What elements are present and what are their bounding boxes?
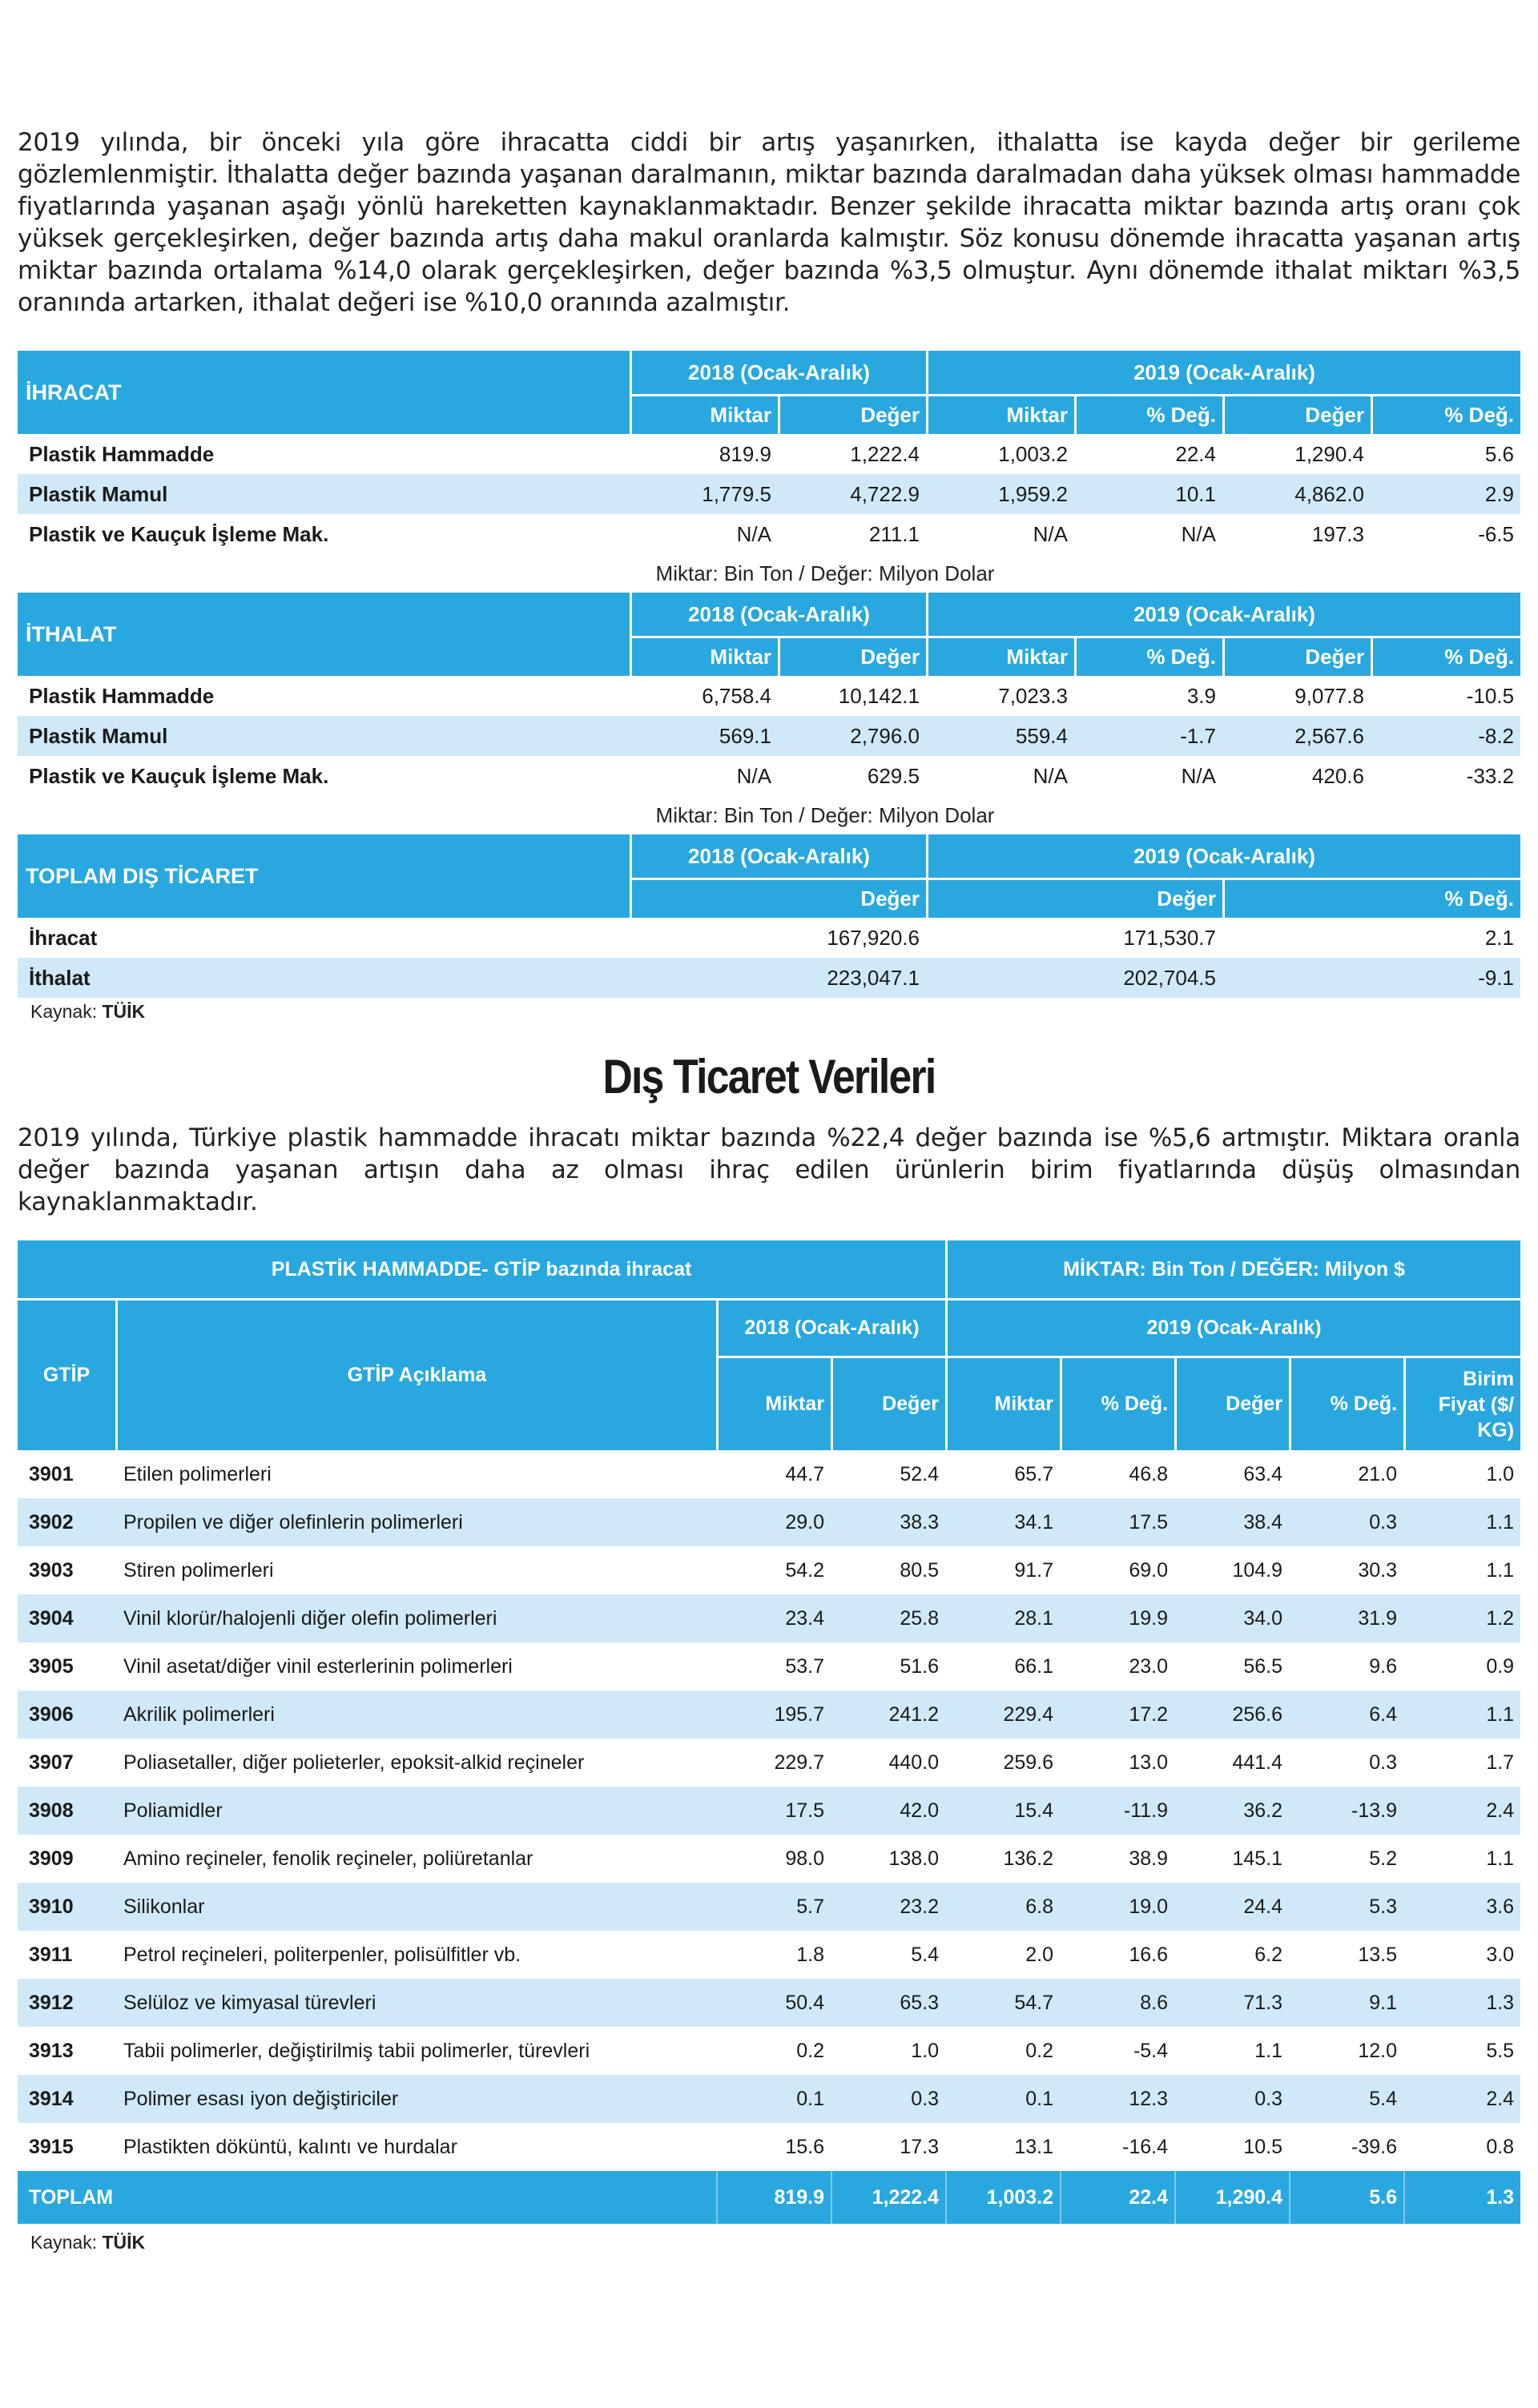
cell: 420.6 [1222,756,1371,796]
cell: 819.9 [630,434,778,474]
cell: 211.1 [778,514,926,554]
cell: 259.6 [945,1739,1060,1787]
cell: 2.4 [1403,1787,1520,1835]
cell: 54.2 [716,1546,831,1594]
cell: 46.8 [1060,1450,1174,1498]
cell: 71.3 [1174,1979,1289,2027]
cell: 28.1 [945,1594,1060,1642]
cell: 1,003.2 [926,434,1074,474]
table-row [18,1450,1520,1498]
total-table-title: TOPLAM DIŞ TİCARET [26,863,259,888]
col-miktar: Miktar [926,636,1074,676]
cell: 19.9 [1060,1594,1174,1642]
cell: 5.4 [1289,2075,1403,2123]
cell: 24.4 [1174,1883,1289,1931]
row-label: Plastik Hammadde [18,676,630,716]
cell: 21.0 [1289,1450,1403,1498]
cell: 1,222.4 [778,434,926,474]
cell: 91.7 [945,1546,1060,1594]
cell: 1.1 [1403,1546,1520,1594]
gtip-description: Akrilik polimerleri [115,1690,716,1739]
cell: 6,758.4 [630,676,778,716]
gtip-description: Etilen polimerleri [115,1450,716,1498]
cell: 19.0 [1060,1883,1174,1931]
cell: 50.4 [716,1979,831,2027]
cell: 2.1 [1222,918,1520,958]
cell: -11.9 [1060,1787,1174,1835]
gtip-code: 3905 [18,1642,115,1690]
cell: 17.3 [831,2123,945,2171]
table-row [18,2027,1520,2075]
row-label: İthalat [18,958,630,998]
cell: 31.9 [1289,1594,1403,1642]
col-miktar: Miktar [630,636,778,676]
gtip-code: 3906 [18,1690,115,1739]
row-label: Plastik Hammadde [18,434,630,474]
cell: 12.3 [1060,2075,1174,2123]
cell: 569.1 [630,716,778,756]
source-value: TÜİK [102,1001,146,1022]
gtip-code: 3903 [18,1546,115,1594]
cell: 15.4 [945,1787,1060,1835]
gtip-description: Vinil klorür/halojenli diğer olefin polimerleri [115,1594,716,1642]
gtip-code: 3909 [18,1835,115,1883]
gtip-code: 3915 [18,2123,115,2171]
total-cell: 1,222.4 [831,2171,945,2224]
cell: -1.7 [1074,716,1222,756]
gtip-description: Plastikten döküntü, kalıntı ve hurdalar [115,2123,716,2171]
cell: 30.3 [1289,1546,1403,1594]
cell: -33.2 [1371,756,1520,796]
cell: 6.2 [1174,1931,1289,1979]
cell: 9.1 [1289,1979,1403,2027]
source-note [30,2232,1520,2253]
table-row [18,514,1520,554]
row-label: Plastik ve Kauçuk İşleme Mak. [18,514,630,554]
gtip-description: Polimer esası iyon değiştiriciler [115,2075,716,2123]
period-2018-header: 2018 (Ocak-Aralık) [630,834,926,878]
gtip-export-table [18,1240,1520,2224]
gtip-code: 3907 [18,1739,115,1787]
cell: 52.4 [831,1450,945,1498]
cell: 5.4 [831,1931,945,1979]
col-pct: % Değ. [1060,1356,1174,1450]
cell: 145.1 [1174,1835,1289,1883]
cell: 12.0 [1289,2027,1403,2075]
cell: 9.6 [1289,1642,1403,1690]
table-row [18,756,1520,796]
cell: 5.7 [716,1883,831,1931]
col-pct: % Değ. [1371,636,1520,676]
cell: 2.9 [1371,474,1520,514]
cell: N/A [926,514,1074,554]
cell: 1,290.4 [1222,434,1371,474]
cell: 1.1 [1403,1498,1520,1546]
cell: 2.0 [945,1931,1060,1979]
cell: 65.7 [945,1450,1060,1498]
cell: 23.4 [716,1594,831,1642]
cell: 13.0 [1060,1739,1174,1787]
cell: 5.2 [1289,1835,1403,1883]
table-row [18,716,1520,756]
col-deger: Değer [1222,636,1371,676]
cell: 10,142.1 [778,676,926,716]
gtip-code: 3902 [18,1498,115,1546]
cell: 559.4 [926,716,1074,756]
table-row [18,474,1520,514]
cell: 10.5 [1174,2123,1289,2171]
gtip-description: Petrol reçineleri, politerpenler, polisülfitler vb. [115,1931,716,1979]
cell: 38.9 [1060,1835,1174,1883]
export-table [18,351,1520,554]
cell: 229.7 [716,1739,831,1787]
cell: 63.4 [1174,1450,1289,1498]
table-row [18,676,1520,716]
cell: 2,796.0 [778,716,926,756]
cell: 0.2 [945,2027,1060,2075]
col-miktar: Miktar [926,394,1074,434]
table-row [18,2075,1520,2123]
cell: 3.9 [1074,676,1222,716]
section-heading: Dış Ticaret Verileri [602,1050,936,1103]
cell: 44.7 [716,1450,831,1498]
cell: 54.7 [945,1979,1060,2027]
total-label: TOPLAM [18,2171,716,2224]
cell: 2,567.6 [1222,716,1371,756]
cell: 53.7 [716,1642,831,1690]
period-2018-header: 2018 (Ocak-Aralık) [716,1298,945,1356]
cell: 0.9 [1403,1642,1520,1690]
cell: -9.1 [1222,958,1520,998]
cell: 0.2 [716,2027,831,2075]
source-value: TÜİK [102,2232,146,2253]
col-pct: % Değ. [1289,1356,1403,1450]
cell: 25.8 [831,1594,945,1642]
cell: 56.5 [1174,1642,1289,1690]
gtip-description: Selüloz ve kimyasal türevleri [115,1979,716,2027]
gtip-description: Poliamidler [115,1787,716,1835]
intro-paragraph: 2019 yılında, bir önceki yıla göre ihracatta ciddi bir artış yaşanırken, ithalatta ise kayda değer bir gerileme gözlemlenmiştir. İthalatta değer bazında yaşanan daralmanın, miktar bazında daralmadan daha yüksek olması hammadde fiyatlarında yaşanan aşağı yönlü hareketten kaynaklanmaktadır. Benzer şekilde ihracatta miktar bazında artış oranı çok yüksek gerçekleşirken, değer bazında artış daha makul oranlarda kalmıştır. Söz konusu dönemde ihracatta yaşanan artış miktar bazında ortalama %14,0 olarak gerçekleşirken, değer bazında %3,5 olmuştur. Aynı dönemde ithalat miktarı %3,5 oranında artarken, ithalat değeri ise %10,0 oranında azalmıştır. [18,128,1520,317]
table-row [18,1835,1520,1883]
gtip-code: 3910 [18,1883,115,1931]
cell: 197.3 [1222,514,1371,554]
col-miktar: Miktar [945,1356,1060,1450]
cell: 34.1 [945,1498,1060,1546]
col-unit-price: Birim Fiyat ($/ KG) [1403,1356,1520,1450]
gtip-description: Amino reçineler, fenolik reçineler, poliüretanlar [115,1835,716,1883]
cell: 98.0 [716,1835,831,1883]
cell: 0.1 [945,2075,1060,2123]
cell: 17.5 [716,1787,831,1835]
cell: N/A [926,756,1074,796]
cell: -16.4 [1060,2123,1174,2171]
col-deger: Değer [926,878,1222,918]
table-row [18,1883,1520,1931]
gtip-code: 3908 [18,1787,115,1835]
cell: 34.0 [1174,1594,1289,1642]
cell: 13.5 [1289,1931,1403,1979]
gtip-description: Poliasetaller, diğer polieterler, epoksit-alkid reçineler [115,1739,716,1787]
cell: N/A [1074,756,1222,796]
gtip-description: Silikonlar [115,1883,716,1931]
cell: 29.0 [716,1498,831,1546]
cell: 256.6 [1174,1690,1289,1739]
source-note [30,1001,1520,1023]
row-label: Plastik ve Kauçuk İşleme Mak. [18,756,630,796]
cell: N/A [630,756,778,796]
gtip-description: Vinil asetat/diğer vinil esterlerinin polimerleri [115,1642,716,1690]
cell: -10.5 [1371,676,1520,716]
source-label: Kaynak: [30,1001,98,1022]
total-cell: 1.3 [1403,2171,1520,2224]
gtip-description: Stiren polimerleri [115,1546,716,1594]
cell: 66.1 [945,1642,1060,1690]
page-content [18,127,1520,2253]
cell: 0.3 [831,2075,945,2123]
cell: 171,530.7 [926,918,1222,958]
cell: 38.3 [831,1498,945,1546]
period-2018-header: 2018 (Ocak-Aralık) [630,593,926,636]
cell: 42.0 [831,1787,945,1835]
col-pct: % Değ. [1074,636,1222,676]
row-label: İhracat [18,918,630,958]
cell: 1.3 [1403,1979,1520,2027]
cell: 104.9 [1174,1546,1289,1594]
gtip-code: 3901 [18,1450,115,1498]
cell: 51.6 [831,1642,945,1690]
total-cell: 5.6 [1289,2171,1403,2224]
gtip-code: 3913 [18,2027,115,2075]
cell: 1.1 [1174,2027,1289,2075]
cell: -39.6 [1289,2123,1403,2171]
table-row [18,958,1520,998]
col-miktar: Miktar [630,394,778,434]
col-deger: Değer [778,394,926,434]
col-pct: % Değ. [1371,394,1520,434]
cell: 1.1 [1403,1690,1520,1739]
cell: 0.8 [1403,2123,1520,2171]
cell: 5.6 [1371,434,1520,474]
unit-note: Miktar: Bin Ton / Değer: Milyon Dolar [655,561,995,585]
cell: 9,077.8 [1222,676,1371,716]
table-row [18,1642,1520,1690]
total-trade-table [18,834,1520,998]
cell: 1.1 [1403,1835,1520,1883]
cell: 629.5 [778,756,926,796]
cell: 1.0 [831,2027,945,2075]
cell: N/A [630,514,778,554]
unit-note: Miktar: Bin Ton / Değer: Milyon Dolar [655,803,995,827]
cell: 138.0 [831,1835,945,1883]
cell: 167,920.6 [630,918,926,958]
gtip-description: Propilen ve diğer olefinlerin polimerleri [115,1498,716,1546]
col-pct: % Değ. [1222,878,1520,918]
cell: 23.0 [1060,1642,1174,1690]
gtip-table-title: PLASTİK HAMMADDE- GTİP bazında ihracat [271,1257,692,1280]
cell: 69.0 [1060,1546,1174,1594]
cell: 10.1 [1074,474,1222,514]
cell: 440.0 [831,1739,945,1787]
cell: 0.3 [1174,2075,1289,2123]
col-deger: Değer [831,1356,945,1450]
cell: 3.6 [1403,1883,1520,1931]
cell: 6.8 [945,1883,1060,1931]
source-label: Kaynak: [30,2232,98,2253]
gtip-table-unit: MİKTAR: Bin Ton / DEĞER: Milyon $ [945,1240,1520,1298]
period-2019-header: 2019 (Ocak-Aralık) [945,1298,1520,1356]
cell: 136.2 [945,1835,1060,1883]
cell: 1,779.5 [630,474,778,514]
row-label: Plastik Mamul [18,474,630,514]
cell: 2.4 [1403,2075,1520,2123]
cell: -8.2 [1371,716,1520,756]
import-table [18,593,1520,796]
period-2019-header: 2019 (Ocak-Aralık) [926,351,1520,394]
col-gtip: GTİP [18,1298,115,1450]
cell: 229.4 [945,1690,1060,1739]
row-label: Plastik Mamul [18,716,630,756]
cell: 36.2 [1174,1787,1289,1835]
cell: -13.9 [1289,1787,1403,1835]
cell: 8.6 [1060,1979,1174,2027]
import-table-title: İTHALAT [26,621,117,646]
cell: 23.2 [831,1883,945,1931]
cell: 5.3 [1289,1883,1403,1931]
cell: 4,862.0 [1222,474,1371,514]
table-row [18,1546,1520,1594]
col-gtip-desc: GTİP Açıklama [115,1298,716,1450]
cell: 65.3 [831,1979,945,2027]
table-row [18,1931,1520,1979]
gtip-code: 3911 [18,1931,115,1979]
second-paragraph: 2019 yılında, Türkiye plastik hammadde ihracatı miktar bazında %22,4 değer bazında ise %5,6 artmıştır. Miktara oranla değer bazında yaşanan artışın daha az olması ihraç edilen ürünlerin birim fiyatlarında düşüş olmasından kaynaklanmaktadır. [18,1124,1520,1216]
cell: 22.4 [1074,434,1222,474]
col-pct: % Değ. [1074,394,1222,434]
cell: 195.7 [716,1690,831,1739]
export-table-title: İHRACAT [26,380,122,404]
col-deger: Değer [778,636,926,676]
cell: 0.1 [716,2075,831,2123]
cell: 1.8 [716,1931,831,1979]
cell: 241.2 [831,1690,945,1739]
cell: -5.4 [1060,2027,1174,2075]
cell: -6.5 [1371,514,1520,554]
gtip-code: 3912 [18,1979,115,2027]
cell: 17.2 [1060,1690,1174,1739]
col-deger: Değer [1174,1356,1289,1450]
cell: 80.5 [831,1546,945,1594]
table-row [18,918,1520,958]
cell: 1.0 [1403,1450,1520,1498]
total-cell: 819.9 [716,2171,831,2224]
table-row [18,1739,1520,1787]
period-2018-header: 2018 (Ocak-Aralık) [630,351,926,394]
table-row [18,434,1520,474]
total-cell: 1,290.4 [1174,2171,1289,2224]
cell: 7,023.3 [926,676,1074,716]
period-2019-header: 2019 (Ocak-Aralık) [926,834,1520,878]
table-row [18,2123,1520,2171]
gtip-code: 3914 [18,2075,115,2123]
table-row [18,1690,1520,1739]
cell: 16.6 [1060,1931,1174,1979]
gtip-description: Tabii polimerler, değiştirilmiş tabii polimerler, türevleri [115,2027,716,2075]
cell: 13.1 [945,2123,1060,2171]
cell: N/A [1074,514,1222,554]
table-row [18,1979,1520,2027]
cell: 202,704.5 [926,958,1222,998]
period-2019-header: 2019 (Ocak-Aralık) [926,593,1520,636]
cell: 38.4 [1174,1498,1289,1546]
col-deger: Değer [630,878,926,918]
gtip-code: 3904 [18,1594,115,1642]
cell: 441.4 [1174,1739,1289,1787]
cell: 0.3 [1289,1498,1403,1546]
cell: 223,047.1 [630,958,926,998]
col-miktar: Miktar [716,1356,831,1450]
cell: 1.7 [1403,1739,1520,1787]
cell: 15.6 [716,2123,831,2171]
total-cell: 22.4 [1060,2171,1174,2224]
table-row [18,1787,1520,1835]
col-deger: Değer [1222,394,1371,434]
gtip-table-body [18,1450,1520,2171]
cell: 1,959.2 [926,474,1074,514]
cell: 6.4 [1289,1690,1403,1739]
cell: 4,722.9 [778,474,926,514]
cell: 3.0 [1403,1931,1520,1979]
cell: 0.3 [1289,1739,1403,1787]
table-row [18,1498,1520,1546]
table-row [18,1594,1520,1642]
cell: 1.2 [1403,1594,1520,1642]
cell: 5.5 [1403,2027,1520,2075]
cell: 17.5 [1060,1498,1174,1546]
total-cell: 1,003.2 [945,2171,1060,2224]
